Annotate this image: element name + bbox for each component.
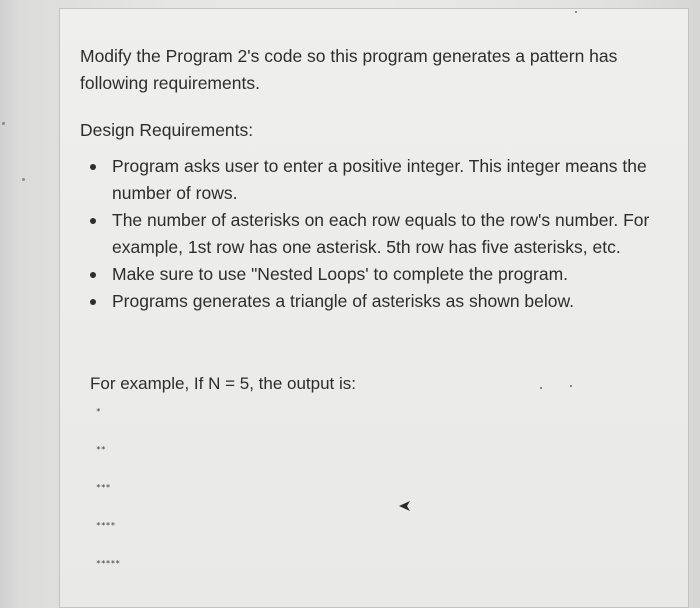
design-requirements-heading: Design Requirements: <box>80 120 254 140</box>
output-row: * <box>96 407 101 416</box>
edge-mark <box>2 122 5 125</box>
content-card <box>59 8 689 608</box>
requirement-item <box>90 288 650 315</box>
output-row: *** <box>96 483 111 492</box>
edge-mark <box>22 178 25 181</box>
requirement-item <box>90 207 650 261</box>
requirement-text: Program asks user to enter a positive integer. This integer means the number of rows. <box>112 156 647 203</box>
bullet-dot-icon <box>90 299 96 305</box>
intro-paragraph: Modify the Program 2's code so this program generates a pattern has following requirements. <box>80 46 618 93</box>
bullet-dot-icon <box>90 272 96 278</box>
output-row: **** <box>96 521 116 530</box>
requirements-list <box>90 153 650 315</box>
mouse-pointer-icon <box>398 499 412 513</box>
speck-mark <box>540 387 542 389</box>
bullet-dot-icon <box>90 164 96 170</box>
example-output <box>96 405 216 585</box>
requirement-text: Make sure to use "Nested Loops' to complete the program. <box>112 264 569 284</box>
output-row: ***** <box>96 559 121 568</box>
requirement-item <box>90 153 650 207</box>
output-row: ** <box>96 445 106 454</box>
speck-mark <box>570 385 572 387</box>
requirement-text: Programs generates a triangle of asterisks as shown below. <box>112 291 575 311</box>
requirement-item <box>90 261 650 288</box>
example-label: For example, If N = 5, the output is: <box>90 374 356 393</box>
speck-mark <box>575 11 577 13</box>
bullet-dot-icon <box>90 218 96 224</box>
requirement-text: The number of asterisks on each row equals to the row's number. For example, 1st row has one asterisk. 5th row has five asterisks, etc. <box>112 210 650 257</box>
